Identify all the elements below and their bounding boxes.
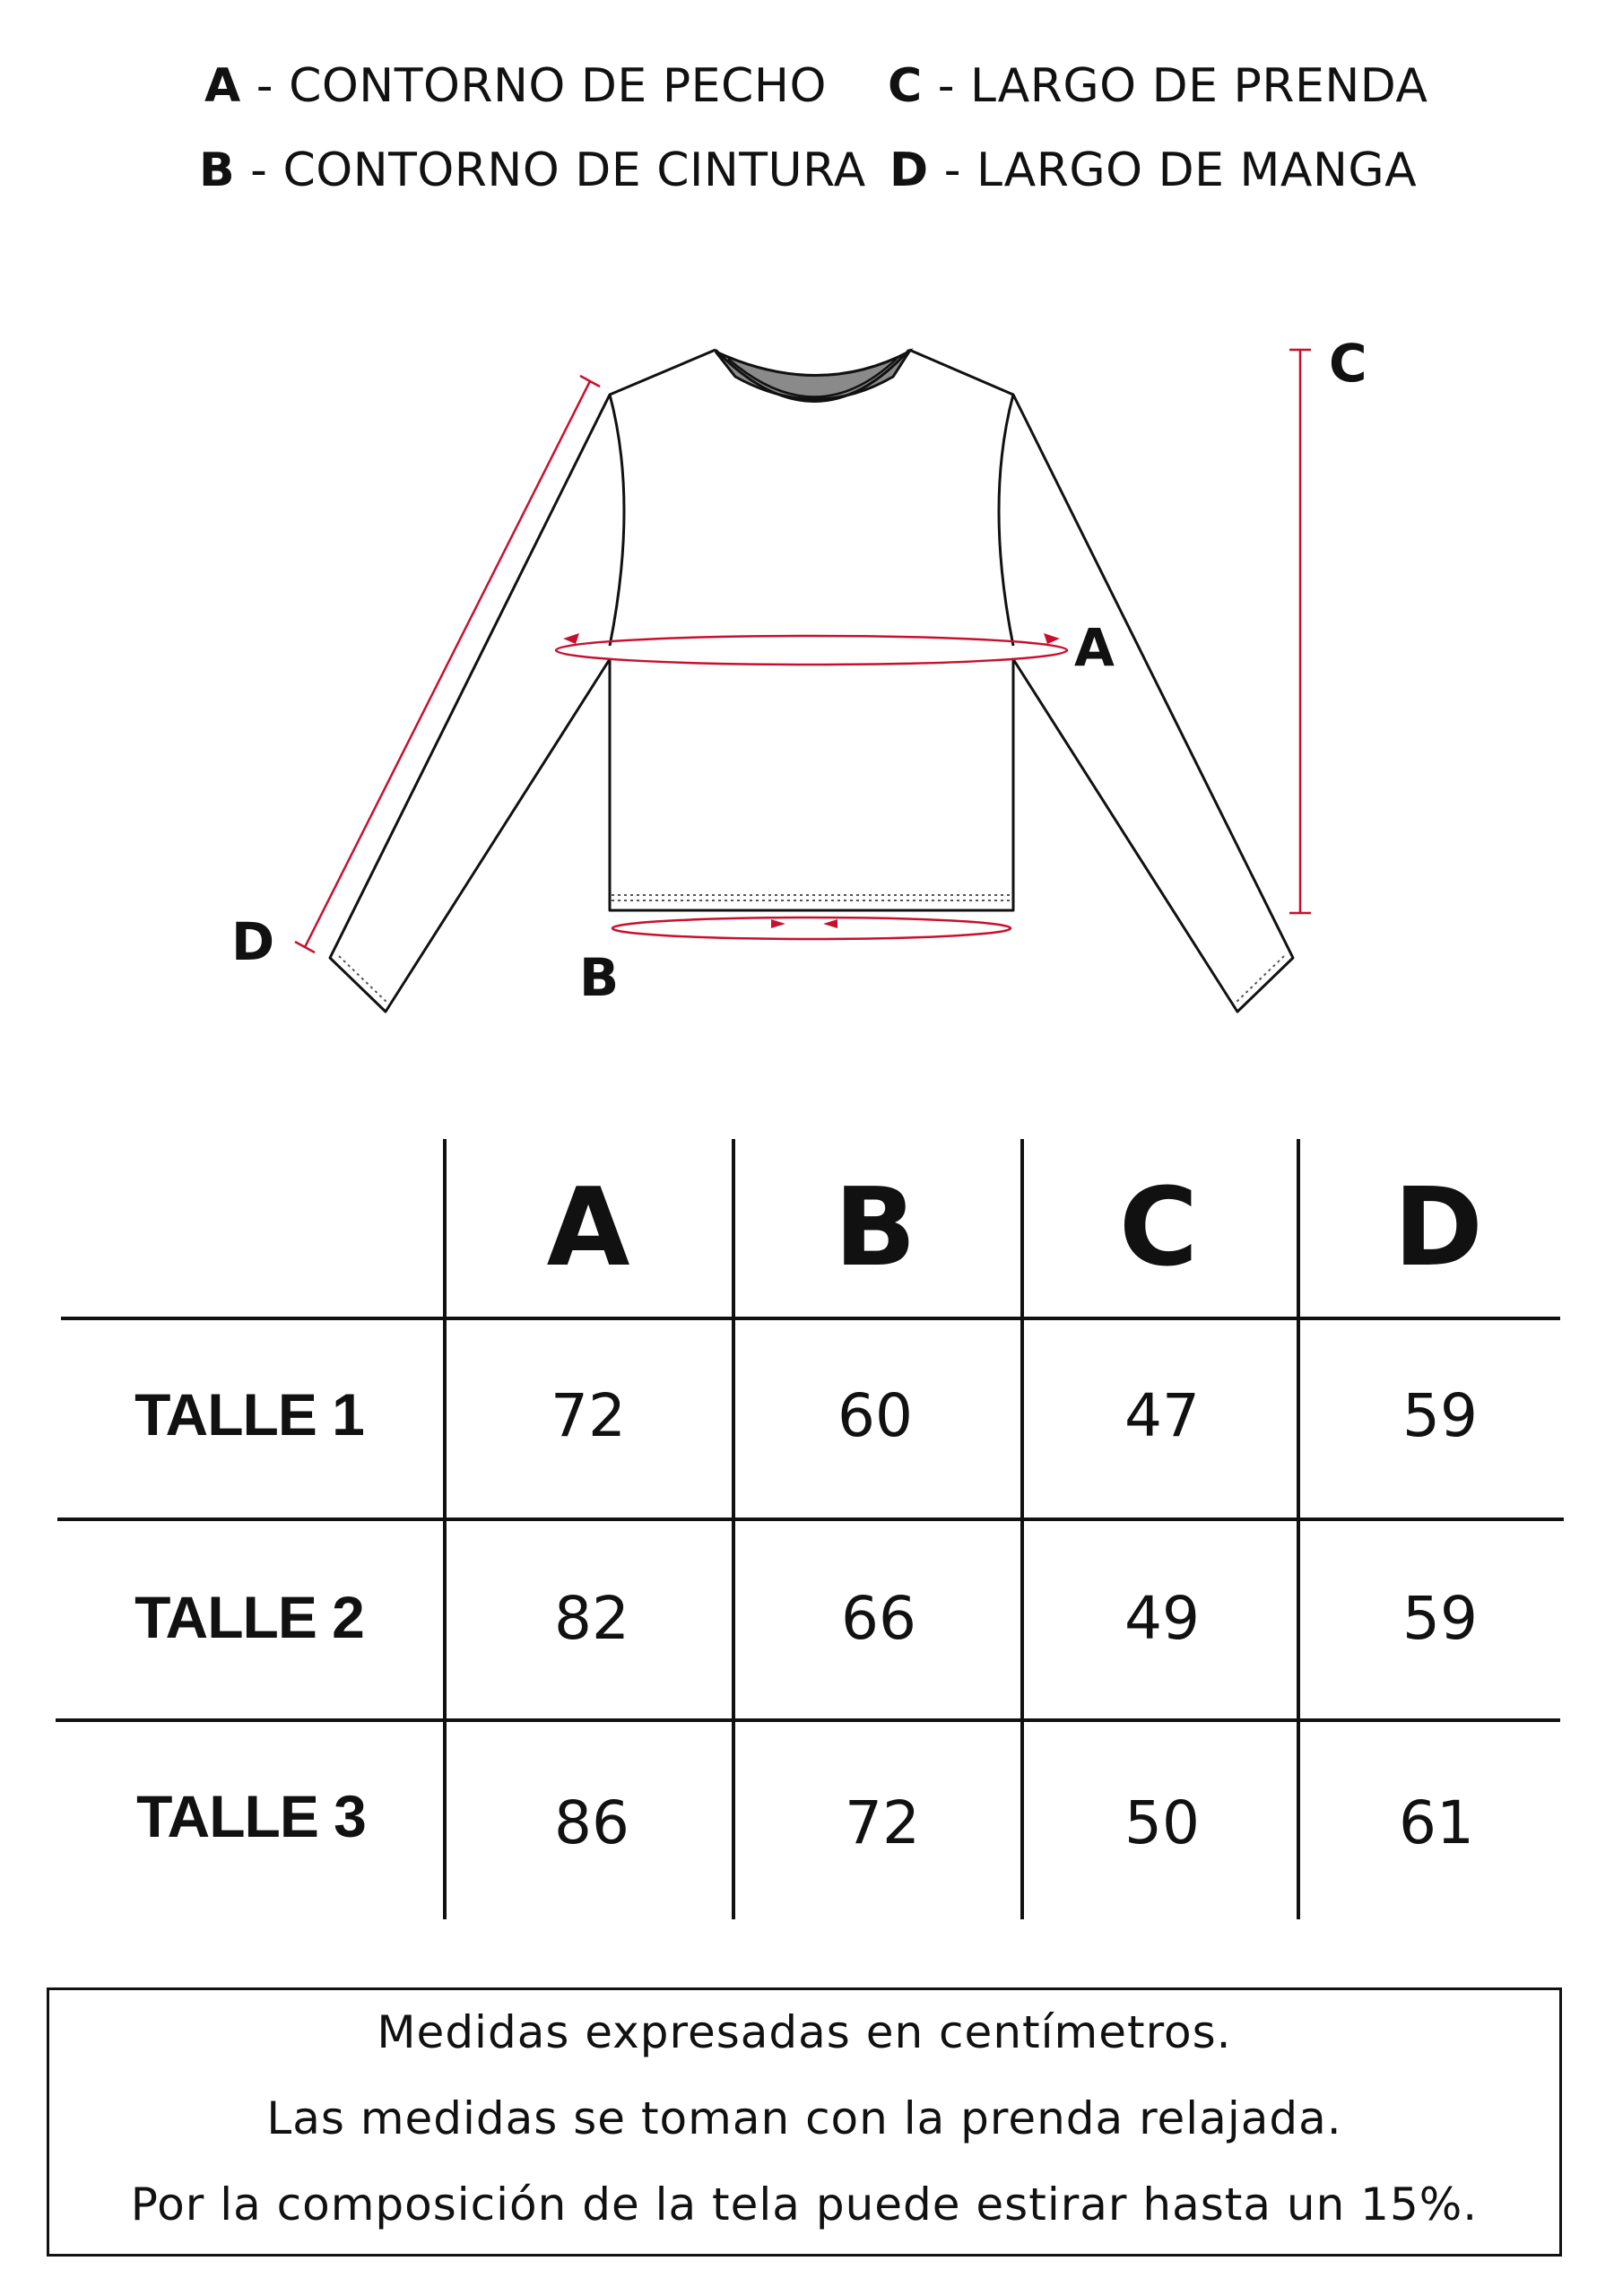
measure-d-cap-bottom [295,942,315,952]
measure-c-label: C [1329,333,1367,394]
cell-talle1-c: 47 [1124,1381,1200,1450]
column-header-b: B [834,1166,916,1291]
row-header-talle-1: TALLE 1 [134,1381,364,1448]
notes-box [47,1987,1562,2257]
cell-talle3-b: 72 [845,1788,920,1857]
measure-d-cap-top [580,376,600,387]
table-hline-2 [57,1518,1564,1521]
cell-talle2-c: 49 [1124,1584,1200,1653]
cell-talle1-a: 72 [551,1381,626,1450]
cell-talle1-b: 60 [837,1381,913,1450]
cell-talle1-d: 59 [1402,1381,1478,1450]
garment-diagram [0,0,1614,1076]
legend-item-c: C - LARGO DE PRENDA [888,59,1428,113]
measure-d-label: D [231,911,275,972]
garment-outline [330,350,1293,1012]
column-header-d: D [1393,1166,1483,1291]
measure-b-ellipse [612,918,1011,939]
note-line-3: Por la composición de la tela puede estirar hasta un 15%. [130,2179,1479,2231]
legend-item-d: D - LARGO DE MANGA [889,144,1418,197]
left-cuff-stitch [339,956,387,1003]
cell-talle2-d: 59 [1402,1584,1478,1653]
left-sleeve-seam [610,395,624,646]
table-hline-1 [61,1317,1560,1320]
row-header-talle-3: TALLE 3 [136,1783,366,1849]
measure-a-ellipse [556,636,1067,665]
cell-talle3-c: 50 [1124,1788,1200,1857]
measure-d-line [305,381,590,947]
measure-a-arrow-left [563,633,579,644]
legend-item-b: B - CONTORNO DE CINTURA [199,144,866,197]
cell-talle2-a: 82 [554,1584,629,1653]
measure-b-arrow-right [823,919,837,928]
row-header-talle-2: TALLE 2 [134,1584,364,1650]
right-sleeve-seam [999,395,1013,646]
table-vline-2 [732,1139,735,1919]
measure-b-label: B [579,947,620,1008]
measure-b-arrow-left [771,919,785,928]
column-header-a: A [546,1166,630,1291]
right-cuff-stitch [1236,956,1284,1003]
note-line-2: Las medidas se toman con la prenda relajada. [266,2092,1342,2144]
measure-a-label: A [1074,617,1115,678]
cell-talle3-a: 86 [554,1788,629,1857]
column-header-c: C [1118,1166,1199,1291]
note-line-1: Medidas expresadas en centímetros. [377,2006,1232,2058]
cell-talle2-b: 66 [841,1584,916,1653]
table-vline-4 [1297,1139,1300,1919]
measure-a-arrow-right [1044,633,1060,644]
cell-talle3-d: 61 [1399,1788,1474,1857]
table-hline-3 [56,1718,1560,1722]
legend-item-a: A - CONTORNO DE PECHO [204,59,827,113]
